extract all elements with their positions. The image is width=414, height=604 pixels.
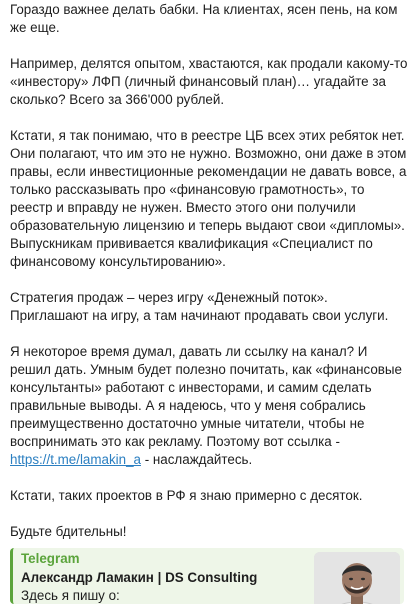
link-paragraph-after: - наслаждайтесь. [141,452,253,467]
link-preview-thumbnail[interactable] [314,552,400,604]
message-text [10,0,408,559]
link-paragraph-before: Я некоторое время думал, давать ли ссылку на канал? И решил дать. Умным будет полезно почитать, как «финансовые консультанты» работают с инвесторами, и самим сделать правильные выводы. А я надеюсь, что у меня собрались преимущественно достаточно умные читатели, чтобы не воспринимать это как рекламу. Поэтому вот ссылка - [10,344,402,449]
message-paragraph-3: Кстати, я так понимаю, что в реестре ЦБ всех этих ребяток нет. Они полагают, что им это не нужно. Возможно, они даже в этом правы, если инвестиционные рекомендации не давать вовсе, а только рассказывать про «финансовую грамотность», то реестр и вправду не нужен. Вместо этого они получили образовательную лицензию и теперь выдают свои «дипломы». Выпускникам прививается квалификация «Специалист по финансовому консультированию». [10,128,407,269]
message-paragraph-4: Стратегия продаж – через игру «Денежный поток». Приглашают на игру, а там начинают продавать свои услуги. [10,290,389,323]
person-photo-icon [314,552,400,604]
message-paragraph-5 [10,343,408,469]
channel-link[interactable]: https://t.me/lamakin_a [10,452,141,467]
message-paragraph-1: Гораздо важнее делать бабки. На клиентах, ясен пень, на ком же еще. [10,2,398,35]
link-preview-title: Александр Ламакин | DS Consulting [21,570,258,585]
link-preview-description: Здесь я пишу о: [21,588,120,603]
link-preview-site-name: Telegram [21,551,80,566]
message-paragraph-2: Например, делятся опытом, хвастаются, как продали какому-то «инвестору» ЛФП (личный финансовый план)… угадайте за сколько? Всего за 366'000 рублей. [10,56,408,107]
message-paragraph-6: Кстати, таких проектов в РФ я знаю примерно с десяток. [10,488,363,503]
message-paragraph-7: Будьте бдительны! [10,524,127,539]
link-preview-card[interactable] [10,548,404,604]
